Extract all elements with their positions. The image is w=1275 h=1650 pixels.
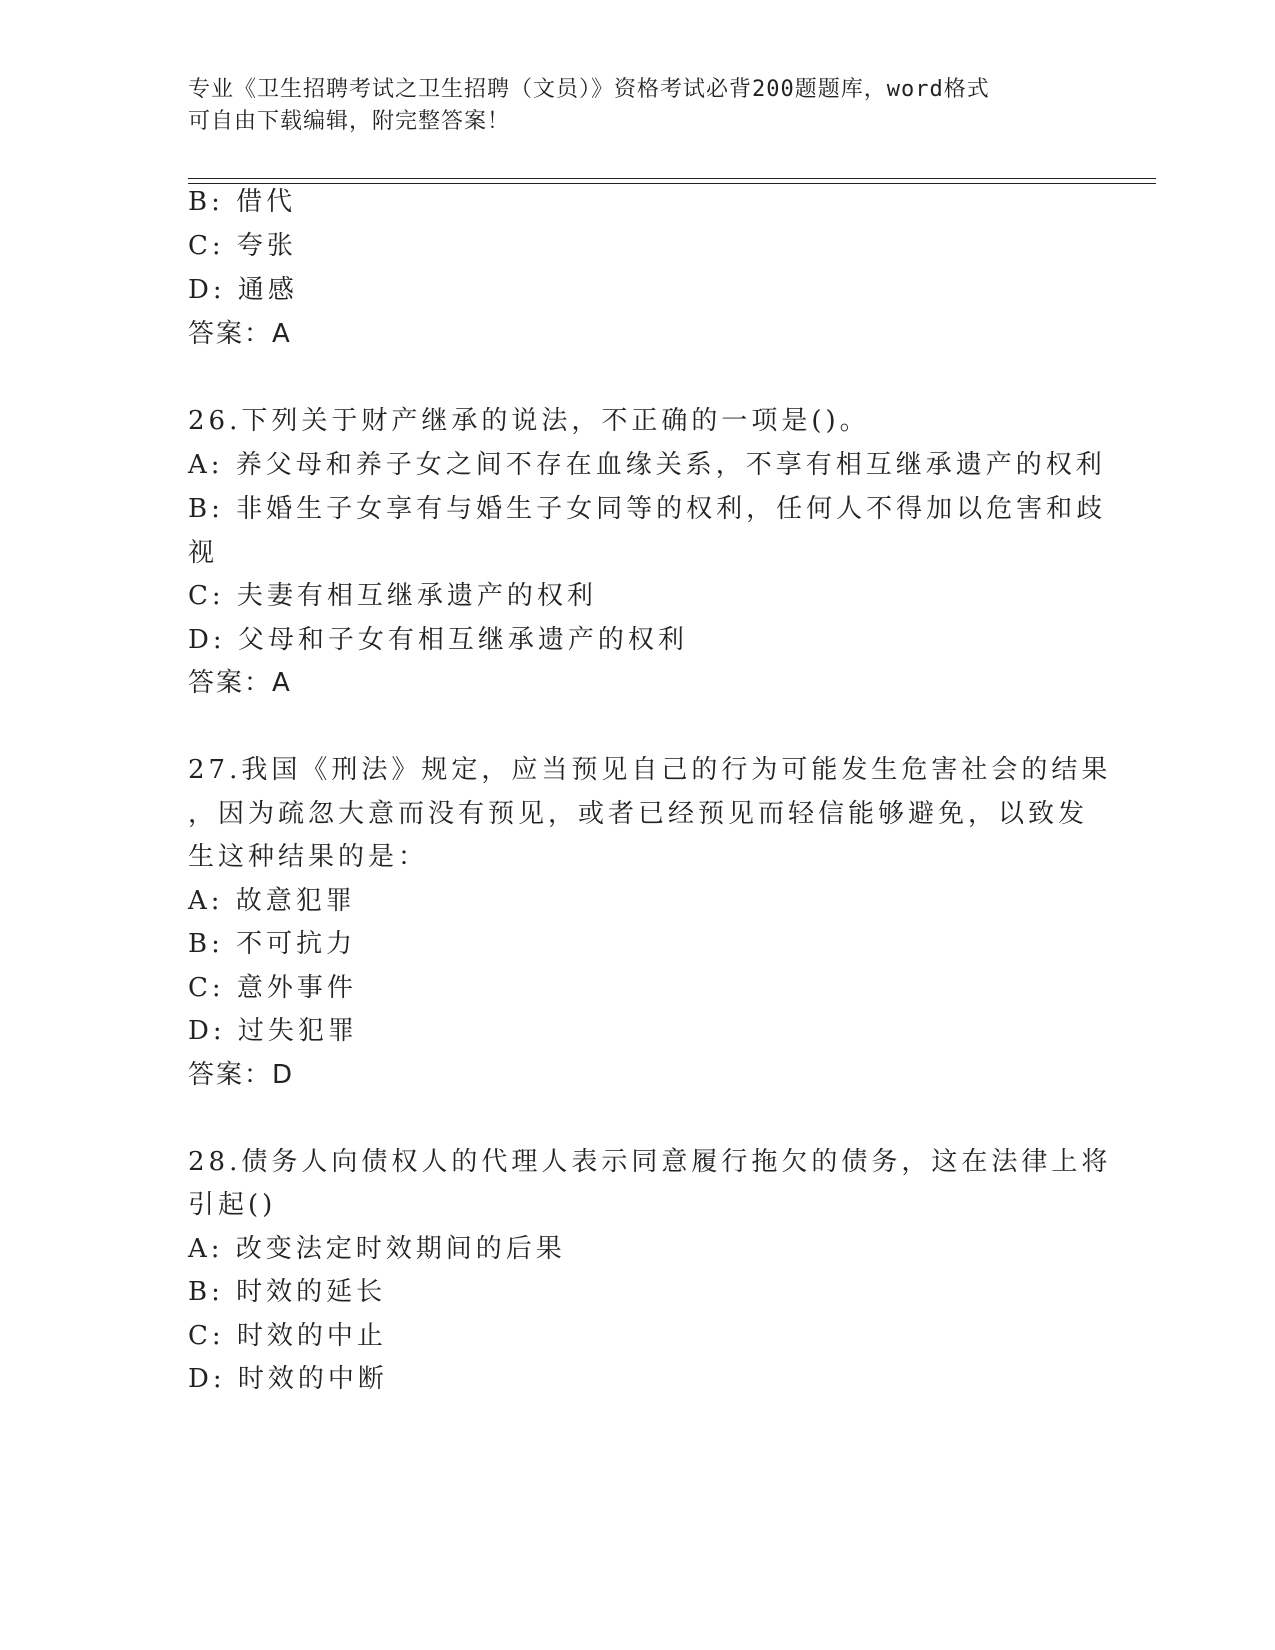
option-b: B: 借代: [188, 187, 297, 217]
question-26-option-b: B: 非婚生子女享有与婚生子女同等的权利，任何人不得加以危害和歧: [188, 494, 1107, 524]
header-divider-top: [188, 178, 1156, 179]
question-26-option-a: A: 养父母和养子女之间不存在血缘关系，不享有相互继承遗产的权利: [188, 450, 1106, 480]
header-divider-bottom: [188, 183, 1156, 184]
question-26-answer: 答案：A: [188, 668, 292, 698]
question-28-text-line-1: 28.债务人向债权人的代理人表示同意履行拖欠的债务，这在法律上将: [188, 1147, 1112, 1177]
question-27-text-line-1: 27.我国《刑法》规定，应当预见自己的行为可能发生危害社会的结果: [188, 755, 1112, 785]
question-27-option-b: B: 不可抗力: [188, 929, 357, 959]
question-26-option-c: C: 夫妻有相互继承遗产的权利: [188, 581, 597, 611]
question-26-option-d: D: 父母和子女有相互继承遗产的权利: [188, 625, 688, 655]
question-28-text-line-2: 引起(): [188, 1190, 277, 1220]
option-d: D: 通感: [188, 275, 298, 305]
question-27-option-a: A: 故意犯罪: [188, 886, 356, 916]
question-27-text-line-3: 生这种结果的是：: [188, 842, 429, 872]
question-27-text-line-2: ，因为疏忽大意而没有预见，或者已经预见而轻信能够避免，以致发: [188, 799, 1089, 829]
header-title-line-2: 可自由下载编辑，附完整答案！: [188, 109, 511, 134]
question-28-option-a: A: 改变法定时效期间的后果: [188, 1234, 566, 1264]
question-27-option-d: D: 过失犯罪: [188, 1016, 358, 1046]
question-28-option-b: B: 时效的延长: [188, 1277, 387, 1307]
question-27-option-c: C: 意外事件: [188, 973, 357, 1003]
header-title-line-1: 专业《卫生招聘考试之卫生招聘（文员）》资格考试必背200题题库，word格式: [188, 77, 990, 102]
question-26-option-b-cont: 视: [188, 538, 219, 568]
option-c: C: 夸张: [188, 231, 297, 261]
question-28-option-c: C: 时效的中止: [188, 1321, 387, 1351]
question-26-text: 26.下列关于财产继承的说法，不正确的一项是()。: [188, 406, 870, 436]
question-28-option-d: D: 时效的中断: [188, 1364, 388, 1394]
question-27-answer: 答案：D: [188, 1060, 295, 1090]
document-header: [188, 74, 1068, 138]
answer-line: 答案：A: [188, 319, 292, 349]
